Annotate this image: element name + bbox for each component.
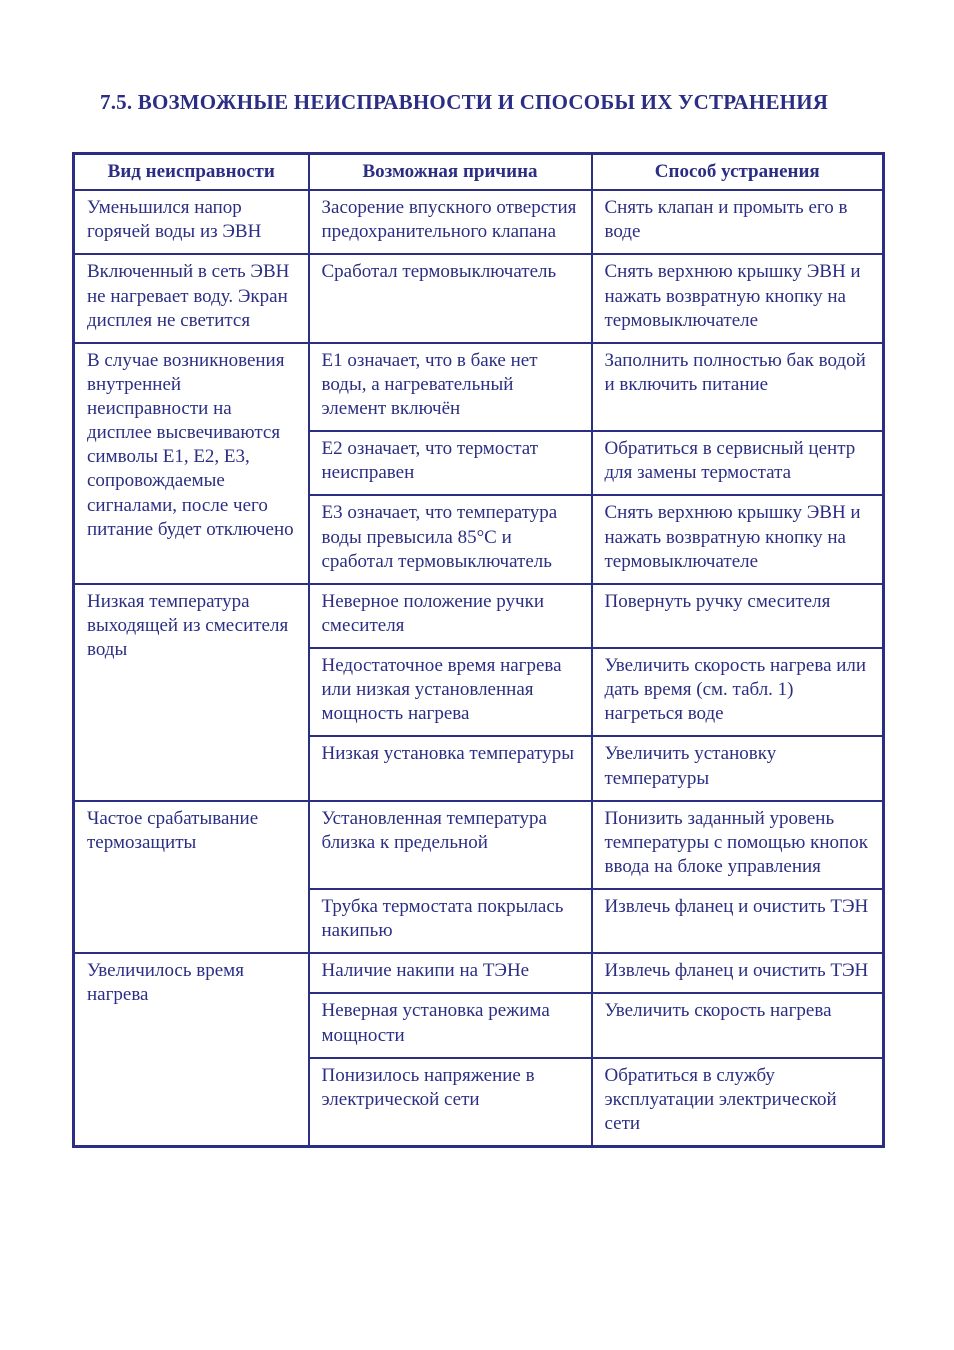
remedy-cell: Понизить заданный уровень температуры с помощью кнопок ввода на блоке управления [592, 801, 884, 889]
column-header-remedy: Способ устранения [592, 154, 884, 191]
header-row [74, 154, 884, 191]
table-row [74, 584, 884, 648]
remedy-cell: Извлечь фланец и очистить ТЭН [592, 889, 884, 953]
cause-cell: Недостаточное время нагрева или низкая установленная мощность нагрева [309, 648, 592, 736]
cause-cell: Трубка термостата покрылась накипью [309, 889, 592, 953]
cause-cell: Наличие накипи на ТЭНе [309, 953, 592, 993]
cause-cell: Е2 означает, что термостат неисправен [309, 431, 592, 495]
cause-cell: Сработал термовыключатель [309, 254, 592, 342]
cause-cell: Установленная температура близка к предельной [309, 801, 592, 889]
cause-cell: Низкая установка температуры [309, 736, 592, 800]
table-row [74, 801, 884, 889]
cause-cell: Засорение впускного отверстия предохранительного клапана [309, 190, 592, 254]
table-row [74, 343, 884, 431]
remedy-cell: Увеличить установку температуры [592, 736, 884, 800]
remedy-cell: Обратиться в службу эксплуатации электрической сети [592, 1058, 884, 1147]
cause-cell: Неверная установка режима мощности [309, 993, 592, 1057]
table-row [74, 190, 884, 254]
page-title: 7.5. ВОЗМОЖНЫЕ НЕИСПРАВНОСТИ И СПОСОБЫ ИХ УСТРАНЕНИЯ [100, 90, 829, 114]
cause-cell: Неверное положение ручки смесителя [309, 584, 592, 648]
remedy-cell: Обратиться в сервисный центр для замены термостата [592, 431, 884, 495]
fault-cell: Увеличилось время нагрева [74, 953, 309, 1146]
remedy-cell: Заполнить полностью бак водой и включить питание [592, 343, 884, 431]
cause-cell: Е1 означает, что в баке нет воды, а нагревательный элемент включён [309, 343, 592, 431]
remedy-cell: Повернуть ручку смесителя [592, 584, 884, 648]
cause-cell: Понизилось напряжение в электрической сети [309, 1058, 592, 1147]
column-header-fault: Вид неисправности [74, 154, 309, 191]
cause-cell: Е3 означает, что температура воды превысила 85°С и сработал термовыключатель [309, 495, 592, 583]
remedy-cell: Снять верхнюю крышку ЭВН и нажать возвратную кнопку на термовыключателе [592, 495, 884, 583]
remedy-cell: Извлечь фланец и очистить ТЭН [592, 953, 884, 993]
fault-cell: Низкая температура выходящей из смесителя воды [74, 584, 309, 801]
fault-cell: Включенный в сеть ЭВН не нагревает воду. Экран дисплея не светится [74, 254, 309, 342]
troubleshooting-table [72, 152, 885, 1148]
fault-cell: В случае возникновения внутренней неисправности на дисплее высвечиваются символы Е1, Е2, Е3, сопровождаемые сигналами, после чего питание будет отключено [74, 343, 309, 584]
remedy-cell: Снять верхнюю крышку ЭВН и нажать возвратную кнопку на термовыключателе [592, 254, 884, 342]
table-row [74, 953, 884, 993]
fault-cell: Частое срабатывание термозащиты [74, 801, 309, 954]
remedy-cell: Снять клапан и промыть его в воде [592, 190, 884, 254]
remedy-cell: Увеличить скорость нагрева или дать время (см. табл. 1) нагреться воде [592, 648, 884, 736]
fault-cell: Уменьшился напор горячей воды из ЭВН [74, 190, 309, 254]
column-header-cause: Возможная причина [309, 154, 592, 191]
table-row [74, 254, 884, 342]
remedy-cell: Увеличить скорость нагрева [592, 993, 884, 1057]
